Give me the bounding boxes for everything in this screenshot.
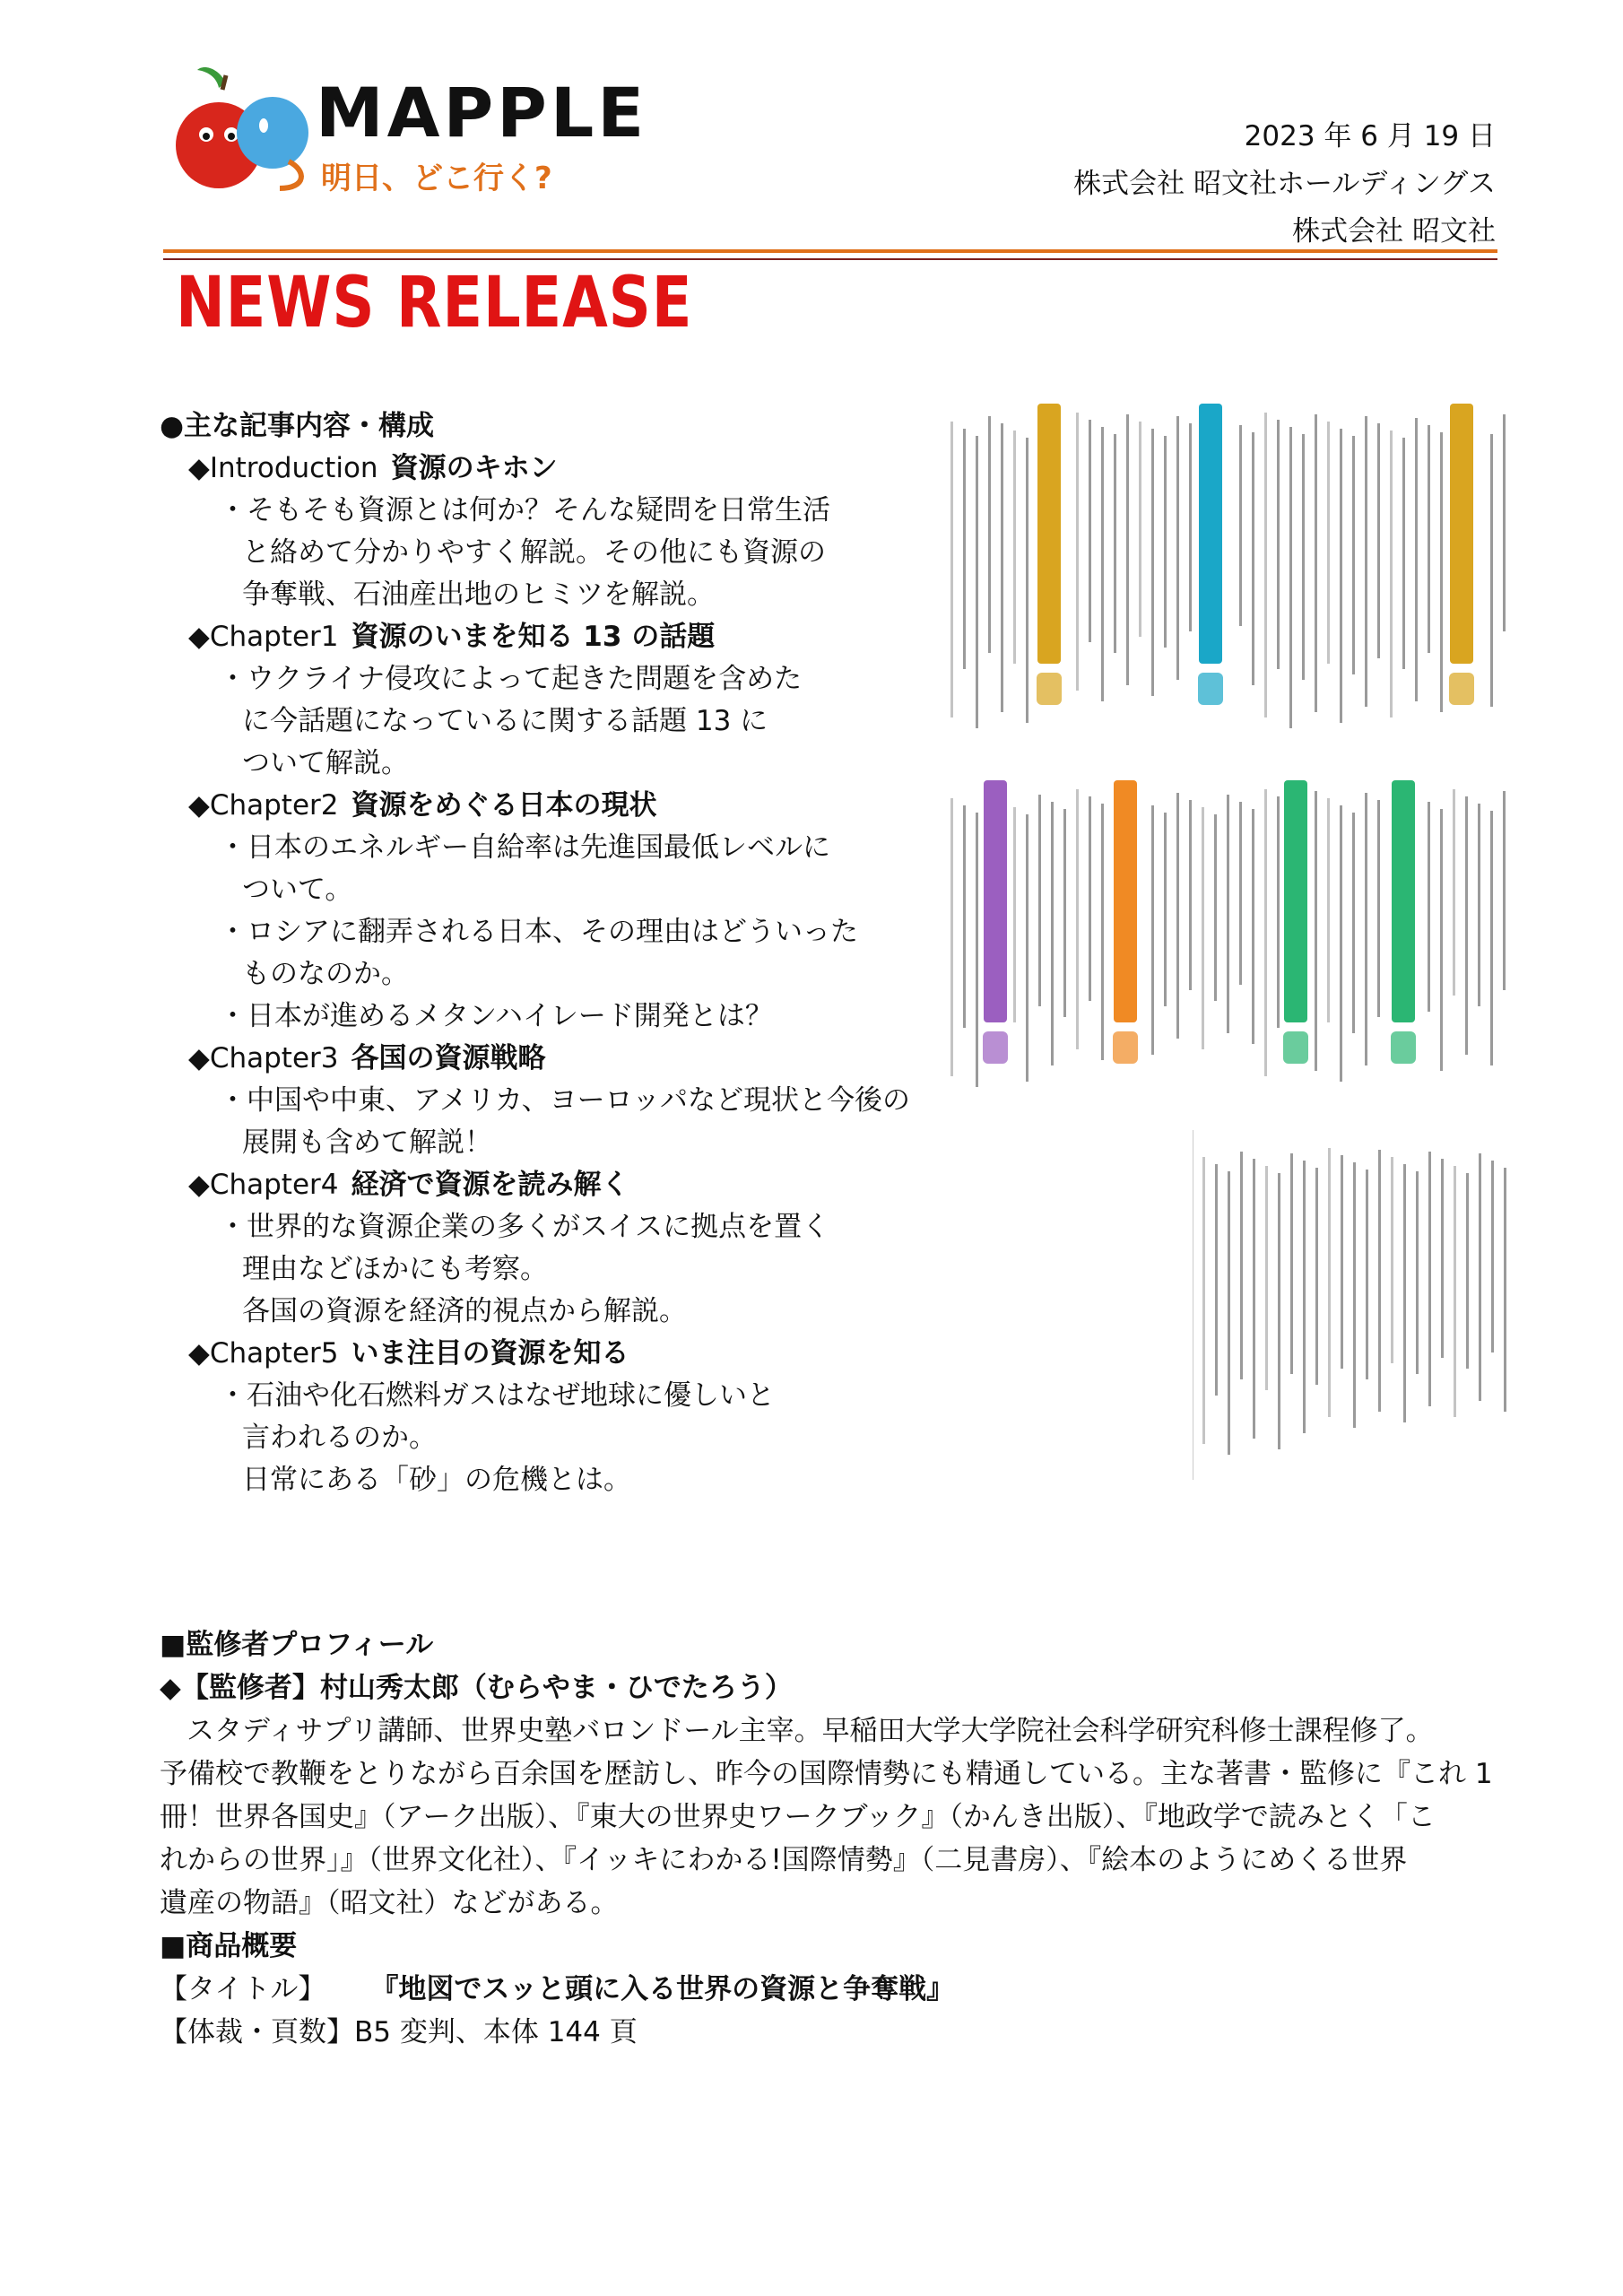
page-text-line bbox=[1239, 802, 1242, 985]
page-text-line bbox=[1076, 413, 1079, 691]
page-text-line bbox=[1377, 800, 1380, 1017]
page-text-line bbox=[1340, 429, 1342, 723]
apple-mascot-icon bbox=[163, 63, 316, 197]
chapter-prefix: ◆Introduction bbox=[188, 452, 378, 484]
chapter-item-line: 言われるのか。 bbox=[242, 1422, 437, 1454]
page-text-line bbox=[976, 436, 978, 728]
page-text-line bbox=[1076, 789, 1079, 1049]
page-text-line bbox=[1478, 804, 1480, 1006]
page-text-line bbox=[1264, 413, 1267, 718]
brand-wordmark: MAPPLE bbox=[316, 73, 648, 152]
page-text-line bbox=[1290, 1153, 1293, 1374]
page-text-line bbox=[1353, 1162, 1356, 1428]
page-text-line bbox=[1176, 416, 1179, 680]
product-spec-value: B5 変判、本体 144 頁 bbox=[354, 2016, 638, 2048]
header-rule-orange bbox=[163, 249, 1497, 253]
page-text-line bbox=[963, 429, 966, 669]
page-text-line bbox=[1026, 438, 1028, 723]
chapter-illustration-icon bbox=[1449, 673, 1474, 705]
page-text-line bbox=[1063, 809, 1066, 1017]
page-text-line bbox=[1239, 425, 1242, 626]
page-text-line bbox=[1454, 1166, 1456, 1417]
page-text-line bbox=[1466, 1173, 1469, 1369]
page-text-line bbox=[1189, 423, 1192, 631]
chapter-illustration-icon bbox=[1113, 1031, 1138, 1064]
page-text-line bbox=[1176, 793, 1179, 1039]
page-text-line bbox=[1240, 1152, 1243, 1379]
page-text-line bbox=[1289, 427, 1292, 728]
page-text-line bbox=[950, 422, 953, 718]
page-text-line bbox=[1428, 425, 1430, 653]
page-text-line bbox=[963, 805, 966, 1028]
company-name: 株式会社 昭文社 bbox=[1292, 215, 1496, 248]
chapter-prefix: ◆Chapter2 bbox=[188, 789, 339, 822]
page-text-line bbox=[1038, 795, 1041, 1006]
news-release-title: NEWS RELEASE bbox=[176, 263, 693, 344]
page-text-line bbox=[1490, 434, 1493, 707]
page-text-line bbox=[1352, 436, 1355, 674]
page-text-line bbox=[1428, 1152, 1431, 1406]
page-text-line bbox=[1504, 1168, 1506, 1412]
chapter-heading bbox=[160, 616, 949, 658]
chapter-tab bbox=[1450, 404, 1473, 664]
chapter-prefix: ◆Chapter1 bbox=[188, 621, 339, 653]
chapter-item-line: ものなのか。 bbox=[242, 958, 409, 990]
page-text-line bbox=[1139, 422, 1141, 637]
page-text-line bbox=[1151, 805, 1154, 1055]
chapter-item-line: ・日本が進めるメタンハイレード開発とは？ bbox=[219, 1000, 773, 1032]
chapter-item-line: ・中国や中東、アメリカ、ヨーロッパなど現状と今後の bbox=[219, 1084, 910, 1117]
release-info bbox=[1073, 113, 1496, 256]
chapter-heading bbox=[160, 1333, 949, 1375]
contents-heading: ●主な記事内容・構成 bbox=[160, 410, 435, 442]
bio-line: 遺産の物語』（昭文社）などがある。 bbox=[160, 1887, 619, 1919]
product-spec-row bbox=[160, 2011, 1505, 2054]
page-text-line bbox=[1264, 789, 1267, 1076]
page-text-line bbox=[1441, 1159, 1444, 1358]
page-text-line bbox=[1189, 800, 1192, 990]
chapter-item-line: に今話題になっているに関する話題 13 に bbox=[242, 705, 768, 737]
page-text-line bbox=[1253, 1159, 1255, 1439]
bio-line: スタディサプリ講師、世界史塾バロンドール主宰。早稲田大学大学院社会科学研究科修士課程修了。 bbox=[187, 1715, 1434, 1747]
book-spread bbox=[1193, 1130, 1516, 1480]
page-text-line bbox=[1001, 423, 1003, 712]
chapter-illustration-icon bbox=[1391, 1031, 1416, 1064]
page-text-line bbox=[1202, 1157, 1205, 1444]
chapter-tab bbox=[1284, 780, 1307, 1022]
chapter-title: いま注目の資源を知る bbox=[351, 1337, 629, 1370]
page-text-line bbox=[1303, 1161, 1306, 1433]
page-text-line bbox=[1491, 1161, 1494, 1352]
chapter-heading bbox=[160, 448, 949, 490]
chapter-tab bbox=[1037, 404, 1061, 664]
page-text-line bbox=[1377, 423, 1380, 658]
chapter-item-line: ・ウクライナ侵攻によって起きた問題を含めた bbox=[219, 663, 803, 695]
page-text-line bbox=[1214, 814, 1217, 1001]
page-text-line bbox=[1403, 1164, 1406, 1422]
page-text-line bbox=[1051, 802, 1054, 1065]
page-text-line bbox=[1440, 809, 1443, 1071]
chapter-title: 経済で資源を読み解く bbox=[351, 1169, 629, 1201]
page-text-line bbox=[976, 813, 978, 1087]
product-title-row bbox=[160, 1968, 1505, 2011]
page-text-line bbox=[1327, 798, 1330, 1022]
chapter-illustration-icon bbox=[1283, 1031, 1308, 1064]
page-text-line bbox=[1227, 795, 1229, 1033]
page-text-line bbox=[1114, 434, 1116, 653]
page-text-line bbox=[1453, 789, 1455, 996]
chapter-title: 資源のキホン bbox=[390, 452, 558, 484]
supervisor-name: ◆【監修者】村山秀太郎（むらやま・ひでたろう） bbox=[160, 1672, 793, 1704]
page-text-line bbox=[1391, 1157, 1393, 1363]
page-text-line bbox=[1440, 432, 1443, 712]
page-text-line bbox=[1228, 1171, 1230, 1455]
chapter-tab bbox=[1199, 404, 1222, 664]
page-text-line bbox=[1365, 416, 1367, 707]
page-text-line bbox=[1490, 811, 1493, 1065]
mapple-logo bbox=[163, 63, 648, 206]
page-text-line bbox=[1352, 813, 1355, 1033]
page-text-line bbox=[1151, 429, 1154, 696]
page-text-line bbox=[1402, 438, 1405, 669]
page-text-line bbox=[1366, 1170, 1368, 1379]
page-text-line bbox=[1340, 805, 1342, 1082]
chapter-item-line: ついて。 bbox=[242, 874, 353, 906]
product-title-label: 【タイトル】 bbox=[160, 1973, 326, 2005]
page-text-line bbox=[1365, 793, 1367, 1065]
page-text-line bbox=[1215, 1164, 1218, 1396]
page-text-line bbox=[1277, 420, 1280, 669]
page-text-line bbox=[1026, 814, 1028, 1082]
chapter-tab bbox=[1114, 780, 1137, 1022]
product-spec-label: 【体裁・頁数】 bbox=[160, 2016, 354, 2048]
page-text-line bbox=[1126, 414, 1129, 685]
chapter-tab bbox=[1392, 780, 1415, 1022]
page-text-line bbox=[1465, 796, 1468, 1055]
page-text-line bbox=[1101, 804, 1104, 1060]
page-text-line bbox=[1378, 1150, 1381, 1412]
page-text-line bbox=[1315, 791, 1317, 1071]
contents-section bbox=[160, 405, 949, 1501]
chapter-illustration-icon bbox=[1198, 673, 1223, 705]
profile-section bbox=[160, 1623, 1505, 2054]
company-name-holdings: 株式会社 昭文社ホールディングス bbox=[1073, 168, 1496, 200]
page-text-line bbox=[1277, 796, 1280, 1028]
page-text-line bbox=[1428, 802, 1430, 1012]
chapter-item-line: 展開も含めて解説！ bbox=[242, 1126, 492, 1159]
page-text-line bbox=[1416, 1171, 1419, 1374]
chapter-item-line: 各国の資源を経済的視点から解説。 bbox=[242, 1295, 687, 1327]
chapter-prefix: ◆Chapter5 bbox=[188, 1337, 339, 1370]
page-text-line bbox=[1265, 1166, 1268, 1390]
page-text-line bbox=[1302, 434, 1305, 680]
page-text-line bbox=[1390, 430, 1393, 718]
chapter-illustration-icon bbox=[983, 1031, 1008, 1064]
page-text-line bbox=[1101, 427, 1104, 701]
page-text-line bbox=[1252, 432, 1254, 685]
profile-heading: ■監修者プロフィール bbox=[160, 1629, 434, 1661]
chapter-tab bbox=[984, 780, 1007, 1022]
page-text-line bbox=[1013, 430, 1016, 664]
page-text-line bbox=[1315, 414, 1317, 712]
chapter-prefix: ◆Chapter3 bbox=[188, 1042, 339, 1074]
chapter-heading bbox=[160, 1038, 949, 1080]
page-text-line bbox=[1164, 813, 1167, 1006]
page-text-line bbox=[1202, 807, 1204, 1049]
chapter-item-line: ・世界的な資源企業の多くがスイスに拠点を置く bbox=[219, 1211, 830, 1243]
chapter-item-line: 争奪戦、石油産出地のヒミツを解説。 bbox=[242, 578, 715, 611]
brand-tagline: 明日、どこ行く? bbox=[321, 161, 552, 196]
bio-line: れからの世界」』（世界文化社）、『イッキにわかる!国際情勢』（二見書房）、『絵本のようにめくる世界 bbox=[160, 1844, 1408, 1876]
chapter-item-line: ・ロシアに翻弄される日本、その理由はどういった bbox=[219, 916, 858, 948]
chapter-item-line: ・そもそも資源とは何か？そんな疑問を日常生活 bbox=[219, 494, 830, 526]
header-rule-dark bbox=[163, 258, 1497, 260]
page-text-line bbox=[988, 416, 991, 653]
page-text-line bbox=[1164, 436, 1167, 648]
page-text-line bbox=[1013, 807, 1016, 1022]
chapter-title: 資源のいまを知る 13 の話題 bbox=[351, 621, 716, 653]
chapter-item-line: ・日本のエネルギー自給率は先進国最低レベルに bbox=[219, 831, 830, 864]
page-text-line bbox=[1503, 791, 1506, 990]
page-text-line bbox=[1089, 420, 1091, 642]
product-heading: ■商品概要 bbox=[160, 1930, 298, 1962]
book-spread bbox=[942, 395, 1515, 753]
page-text-line bbox=[1315, 1168, 1318, 1385]
page-text-line bbox=[950, 798, 953, 1076]
page-text-line bbox=[1252, 809, 1254, 1044]
release-date: 2023 年 6 月 19 日 bbox=[1244, 120, 1496, 152]
bio-line: 予備校で教鞭をとりながら百余国を歴訪し、昨今の国際情勢にも精通している。主な著書・監修に『これ 1 bbox=[160, 1758, 1493, 1790]
book-spread bbox=[942, 771, 1515, 1112]
page-text-line bbox=[1327, 422, 1330, 664]
chapter-item-line: と絡めて分かりやすく解説。その他にも資源の bbox=[242, 536, 826, 569]
chapter-heading bbox=[160, 785, 949, 827]
chapter-item-line: 理由などほかにも考察。 bbox=[242, 1253, 548, 1285]
chapter-list bbox=[160, 448, 949, 1501]
bio-line: 冊！世界各国史』（アーク出版）、『東大の世界史ワークブック』（かんき出版）、『地政学で読みとく「こ bbox=[160, 1801, 1436, 1833]
page-text-line bbox=[1278, 1173, 1280, 1449]
chapter-heading bbox=[160, 1164, 949, 1206]
chapter-item-line: ・石油や化石燃料ガスはなぜ地球に優しいと bbox=[219, 1379, 775, 1412]
page-text-line bbox=[1415, 418, 1418, 701]
book-spread-thumbnails bbox=[942, 395, 1515, 1480]
page-text-line bbox=[1328, 1148, 1331, 1417]
chapter-prefix: ◆Chapter4 bbox=[188, 1169, 339, 1201]
page-text-line bbox=[1503, 414, 1506, 631]
product-title-value: 『地図でスッと頭に入る世界の資源と争奪戦』 bbox=[370, 1973, 955, 2005]
page-text-line bbox=[1479, 1153, 1481, 1401]
page-text-line bbox=[1341, 1155, 1343, 1369]
chapter-illustration-icon bbox=[1037, 673, 1062, 705]
chapter-item-line: ついて解説。 bbox=[242, 747, 409, 779]
chapter-title: 資源をめぐる日本の現状 bbox=[351, 789, 657, 822]
chapter-item-line: 日常にある「砂」の危機とは。 bbox=[242, 1464, 631, 1496]
page-text-line bbox=[1089, 796, 1091, 1001]
chapter-title: 各国の資源戦略 bbox=[351, 1042, 546, 1074]
